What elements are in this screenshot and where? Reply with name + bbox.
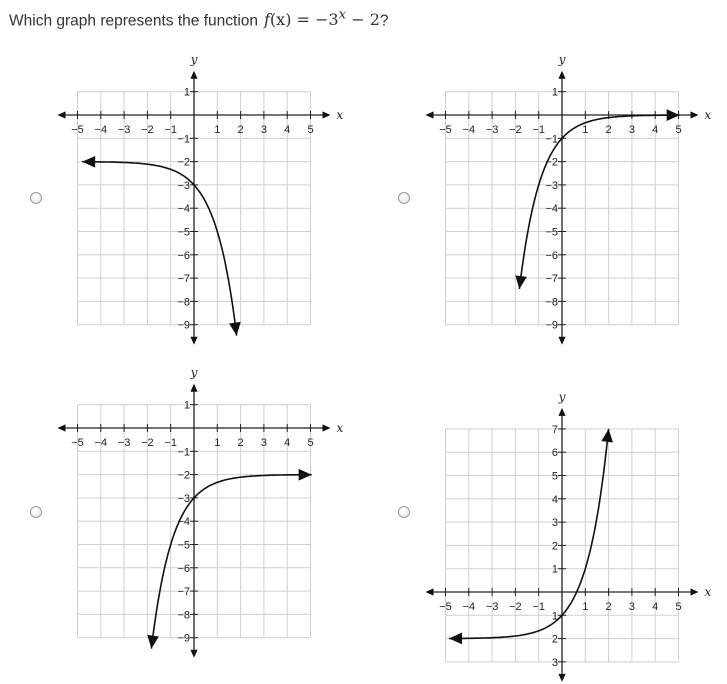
x-tick-label: 1 [582, 601, 589, 613]
y-tick-label: 4 [551, 493, 558, 506]
x-tick-label: −3 [117, 437, 131, 449]
x-tick-label: −1 [164, 124, 177, 136]
y-tick-label: −1 [177, 446, 190, 459]
x-tick-label: 2 [237, 124, 244, 136]
x-tick-label: 3 [260, 437, 267, 449]
x-tick-label: 3 [260, 124, 267, 136]
y-axis-arrow-up [558, 408, 565, 416]
x-tick-label: −1 [532, 601, 545, 613]
y-tick-label: 7 [551, 423, 558, 436]
curve-arrow-end [667, 109, 680, 121]
x-tick-label: −3 [117, 124, 131, 136]
y-tick-label: −3 [177, 492, 190, 505]
y-tick-label: −1 [545, 133, 558, 146]
curve-arrow-start [515, 275, 527, 289]
x-tick-label: 1 [582, 124, 589, 136]
x-axis-label: x [704, 108, 712, 122]
y-tick-label: −8 [177, 296, 190, 309]
graph-option-c [58, 366, 344, 658]
question-prefix: Which graph represents the function [9, 12, 258, 30]
y-tick-label: 1 [551, 563, 558, 576]
y-tick-label: 2 [551, 633, 558, 646]
curve-arrow-start [147, 635, 159, 649]
y-tick-label: 6 [551, 447, 558, 460]
y-tick-label: −4 [177, 516, 190, 529]
curve-arrow-end [601, 429, 613, 443]
y-axis-arrow-down [558, 674, 565, 682]
y-tick-label: 1 [183, 86, 190, 99]
y-tick-label: −2 [177, 156, 190, 169]
curve-arrow-start [82, 156, 95, 168]
function-curve [82, 162, 236, 336]
x-tick-label: 2 [237, 437, 244, 449]
x-tick-label: −1 [532, 124, 545, 136]
y-axis-arrow-down [190, 650, 197, 658]
x-tick-label: −4 [462, 601, 476, 613]
x-tick-label: −5 [439, 124, 452, 136]
y-axis-arrow-down [558, 337, 565, 345]
x-tick-label: 4 [652, 601, 659, 613]
y-tick-label: −6 [545, 249, 558, 262]
x-tick-label: 4 [652, 124, 659, 136]
y-tick-label: 1 [183, 399, 190, 412]
y-tick-label: −9 [177, 632, 190, 645]
x-axis-arrow-right [691, 111, 699, 118]
y-tick-label: −6 [177, 249, 190, 262]
x-axis-arrow-left [58, 111, 66, 118]
x-tick-label: 3 [628, 601, 635, 613]
x-tick-label: −5 [71, 124, 84, 136]
x-tick-label: 4 [284, 437, 291, 449]
x-tick-label: −2 [509, 601, 522, 613]
x-axis-label: x [336, 108, 344, 122]
x-axis-arrow-left [58, 424, 66, 431]
y-tick-label: −3 [545, 179, 558, 192]
x-axis-arrow-left [426, 588, 434, 595]
graph-option-b [426, 53, 712, 345]
y-axis-arrow-up [190, 384, 197, 392]
y-tick-label: −4 [545, 203, 558, 216]
function-formula: $f(x) = -3^x - 2$ [264, 8, 380, 30]
x-tick-label: 5 [675, 124, 682, 136]
x-axis-arrow-left [426, 111, 434, 118]
y-tick-label: −5 [545, 226, 558, 239]
x-tick-label: 3 [628, 124, 635, 136]
y-tick-label: −9 [177, 319, 190, 332]
y-tick-label: −2 [177, 469, 190, 482]
x-axis-label: x [336, 421, 344, 435]
x-axis-arrow-right [323, 424, 331, 431]
question-suffix: ? [379, 12, 389, 30]
y-tick-label: 3 [551, 656, 558, 669]
x-axis-arrow-right [323, 111, 331, 118]
y-axis-arrow-up [190, 71, 197, 79]
x-tick-label: 2 [605, 124, 612, 136]
x-tick-label: −4 [94, 124, 108, 136]
y-tick-label: −8 [545, 296, 558, 309]
y-tick-label: −1 [177, 133, 190, 146]
x-tick-label: 5 [307, 124, 314, 136]
x-tick-label: 1 [214, 437, 221, 449]
curve-arrow-end [229, 322, 241, 336]
curve-arrow-end [299, 469, 312, 481]
y-tick-label: −2 [545, 156, 558, 169]
x-tick-label: −5 [439, 601, 452, 613]
y-tick-label: 3 [551, 517, 558, 530]
x-tick-label: 1 [214, 124, 221, 136]
y-axis-arrow-down [190, 337, 197, 345]
y-tick-label: −7 [545, 273, 558, 286]
y-tick-label: −5 [177, 226, 190, 239]
graph-option-d [426, 390, 712, 682]
y-tick-label: 5 [551, 470, 558, 483]
y-tick-label: −7 [177, 273, 190, 286]
x-tick-label: −3 [485, 124, 499, 136]
curve-arrow-start [449, 633, 462, 645]
y-tick-label: −8 [177, 609, 190, 622]
x-axis-arrow-right [691, 588, 699, 595]
y-axis-label: y [190, 365, 198, 380]
x-tick-label: 5 [307, 437, 314, 449]
x-tick-label: −2 [141, 124, 154, 136]
y-axis-label: y [558, 52, 566, 67]
x-tick-label: −2 [509, 124, 522, 136]
x-tick-label: −2 [141, 437, 154, 449]
x-tick-label: 4 [284, 124, 291, 136]
y-tick-label: −9 [545, 319, 558, 332]
y-axis-arrow-up [558, 71, 565, 79]
y-axis-label: y [190, 52, 198, 67]
y-tick-label: −7 [177, 586, 190, 599]
x-tick-label: −4 [462, 124, 476, 136]
y-tick-label: −3 [177, 179, 190, 192]
x-tick-label: −1 [164, 437, 177, 449]
y-tick-label: −5 [177, 539, 190, 552]
x-tick-label: −4 [94, 437, 108, 449]
y-tick-label: 1 [551, 610, 558, 623]
x-tick-label: −3 [485, 601, 499, 613]
x-tick-label: −5 [71, 437, 84, 449]
y-tick-label: −6 [177, 562, 190, 575]
x-tick-label: 5 [675, 601, 682, 613]
x-axis-label: x [704, 585, 712, 599]
y-tick-label: −4 [177, 203, 190, 216]
graph-option-a [58, 53, 344, 345]
y-axis-label: y [558, 389, 566, 404]
y-tick-label: 2 [551, 540, 558, 553]
y-tick-label: 1 [551, 86, 558, 99]
x-tick-label: 2 [605, 601, 612, 613]
